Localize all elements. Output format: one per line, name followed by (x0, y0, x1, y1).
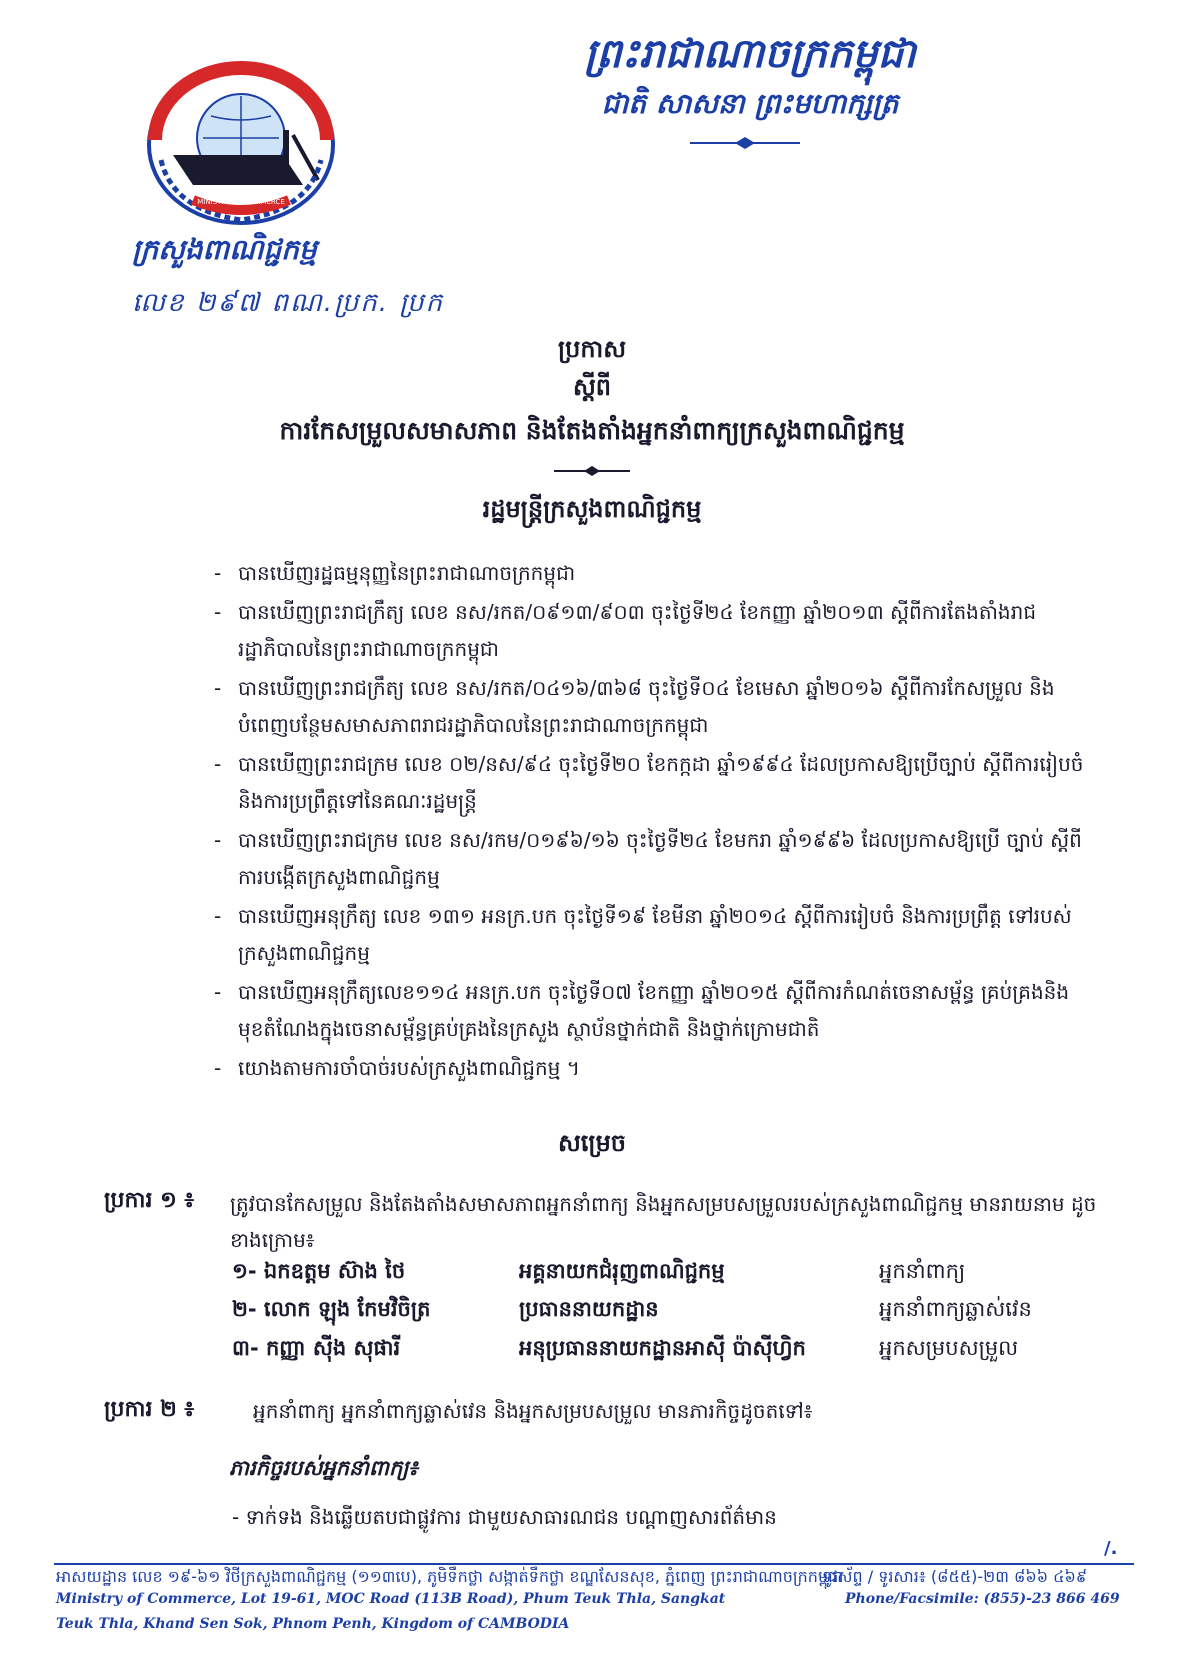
footer-address-en-1: Ministry of Commerce, Lot 19-61, MOC Road (113B Road), Phum Teuk Thla, Sangkat (56, 1591, 726, 1607)
appointee-role: អ្នកនាំពាក្យឆ្លាស់វេន (879, 1297, 1032, 1321)
appointee-role: អ្នកសម្របសម្រួល (879, 1336, 1019, 1360)
appointee-row (0, 1329, 1184, 1369)
page-mark: /. (1104, 1538, 1118, 1559)
footer-phone-kh: ទូរស័ព្ទ / ទូរសារ៖ (៨៥៥)-២៣ ៨៦៦ ៤៦៩ (822, 1567, 1088, 1586)
document-subject: ការកែសម្រួលសមាសភាព និងតែងតាំងអ្នកនាំពាក្យក្រសួងពាណិជ្ជកម្ម (279, 416, 905, 445)
footer-address-en-2: Teuk Thla, Khand Sen Sok, Phnom Penh, Kingdom of CAMBODIA (56, 1616, 570, 1632)
logo-text: MINISTRY OF COMMERCE (197, 198, 285, 206)
kingdom-title: ព្រះរាជាណាចក្រកម្ពុជា (584, 31, 916, 77)
title-ornament (554, 465, 630, 477)
document-type: ប្រកាស (557, 335, 627, 363)
appointee-name: ១- ឯកឧត្តម ស៊ាង ថៃ (232, 1259, 406, 1283)
reference-number: លេខ ២៩៧ ពណ.ប្រក. ប្រក (132, 288, 444, 318)
document-about: ស្តីពី (572, 373, 612, 401)
footer-divider (54, 1563, 1134, 1565)
consideration-item: - បានឃើញព្រះរាជក្រម លេខ ០២/នស/៩៤ ចុះថ្ងៃទី២០ ខែកក្កដា ឆ្នាំ១៩៩៤ ដែលប្រកាសឱ្យប្រើច្បាប់ ស្តីពីការរៀបចំ និងការប្រព្រឹត្តទៅនៃគណៈរដ្ឋមន្ត្រី (214, 746, 1094, 820)
considerations-list (214, 555, 1094, 1089)
consideration-item: - យោងតាមការចាំបាច់របស់ក្រសួងពាណិជ្ជកម្ម ។ (214, 1050, 1094, 1087)
duty-item: - ទាក់ទង និងឆ្លើយតបជាផ្លូវការ ជាមួយសាធារណជន បណ្តាញសារព័ត៌មាន (232, 1505, 777, 1529)
article-2-text: អ្នកនាំពាក្យ អ្នកនាំពាក្យឆ្លាស់វេន និងអ្នកសម្របសម្រួល មានភារកិច្ចដូចតទៅ៖ (253, 1399, 813, 1423)
appointee-position: ប្រធាននាយកដ្ឋាន (519, 1297, 659, 1321)
appointee-role: អ្នកនាំពាក្យ (879, 1259, 966, 1283)
consideration-item: - បានឃើញព្រះរាជក្រឹត្យ លេខ នស/រកត/០៤១៦/៣៦៨ ចុះថ្ងៃទី០៤ ខែមេសា ឆ្នាំ២០១៦ ស្តីពីការកែសម្រួល និងបំពេញបន្ថែមសមាសភាពរាជរដ្ឋាភិបាលនៃព្រះរាជាណាចក្រកម្ពុជា (214, 670, 1094, 744)
appointee-row (0, 1252, 1184, 1292)
appointee-name: ២- លោក ឡុង កែមវិចិត្រ (232, 1297, 431, 1321)
decision-heading: សម្រេច (557, 1129, 627, 1157)
ministry-name: ក្រសួងពាណិជ្ជកម្ម (132, 233, 317, 266)
issuer-title: រដ្ឋមន្ត្រីក្រសួងពាណិជ្ជកម្ម (482, 495, 702, 523)
appointee-name: ៣- កញ្ញា ស៊ីង សុផារី (232, 1336, 401, 1360)
duty-heading: ភារកិច្ចរបស់អ្នកនាំពាក្យ៖ (229, 1456, 418, 1480)
national-motto: ជាតិ សាសនា ព្រះមហាក្សត្រ (601, 87, 899, 120)
consideration-item: - បានឃើញព្រះរាជក្រម លេខ នស/រកម/០១៩៦/១៦ ចុះថ្ងៃទី២៤ ខែមករា ឆ្នាំ១៩៩៦ ដែលប្រកាសឱ្យប្រើ ច្បាប់ ស្តីពីការបង្កើតក្រសួងពាណិជ្ជកម្ម (214, 822, 1094, 896)
consideration-item: - បានឃើញរដ្ឋធម្មនុញ្ញនៃព្រះរាជាណាចក្រកម្ពុជា (214, 555, 1094, 592)
header-ornament (690, 136, 800, 150)
article-1-text: ត្រូវបានកែសម្រួល និងតែងតាំងសមាសភាពអ្នកនាំពាក្យ និងអ្នកសម្របសម្រួលរបស់ក្រសួងពាណិជ្ជកម្ម មានរាយនាម ដូចខាងក្រោម៖ (230, 1192, 1097, 1252)
footer-phone-en: Phone/Facsimile: (855)-23 866 469 (845, 1591, 1120, 1607)
ministry-logo (133, 60, 349, 230)
consideration-item: - បានឃើញអនុក្រឹត្យលេខ១១៤ អនក្រ.បក ចុះថ្ងៃទី០៧ ខែកញ្ញា ឆ្នាំ២០១៥ ស្តីពីការកំណត់ចេនាសម្ព័ន្ធ គ្រប់គ្រងនិងមុខតំណែងក្នុងចេនាសម្ព័ន្ធគ្រប់គ្រងនៃក្រសួង ស្ថាប័នថ្នាក់ជាតិ និងថ្នាក់ក្រោមជាតិ (214, 974, 1094, 1048)
consideration-item: - បានឃើញព្រះរាជក្រឹត្យ លេខ នស/រកត/០៩១៣/៩០៣ ចុះថ្ងៃទី២៤ ខែកញ្ញា ឆ្នាំ២០១៣ ស្តីពីការតែងតាំងរាជរដ្ឋាភិបាលនៃព្រះរាជាណាចក្រកម្ពុជា (214, 594, 1094, 668)
appointee-row (0, 1290, 1184, 1330)
article-1-label: ប្រការ ១ ៖ (104, 1188, 195, 1213)
appointee-position: អគ្គនាយកជំរុញពាណិជ្ជកម្ម (519, 1259, 725, 1283)
appointee-position: អនុប្រធាននាយកដ្ឋានអាស៊ី ប៉ាស៊ីហ្វិក (519, 1336, 806, 1360)
consideration-item: - បានឃើញអនុក្រឹត្យ លេខ ១៣១ អនក្រ.បក ចុះថ្ងៃទី១៩ ខែមីនា ឆ្នាំ២០១៤ ស្តីពីការរៀបចំ និងការប្រព្រឹត្ត ទៅរបស់ក្រសួងពាណិជ្ជកម្ម (214, 898, 1094, 972)
footer-address-kh: អាសយដ្ឋាន លេខ ១៩-៦១ វិថីក្រសួងពាណិជ្ជកម្ម (១១៣បេ), ភូមិទឹកថ្លា សង្កាត់ទឹកថ្លា ខណ្ឌសែនសុខ, ភ្នំពេញ ព្រះរាជាណាចក្រកម្ពុជា (56, 1567, 844, 1586)
article-2-label: ប្រការ ២ ៖ (104, 1397, 195, 1422)
